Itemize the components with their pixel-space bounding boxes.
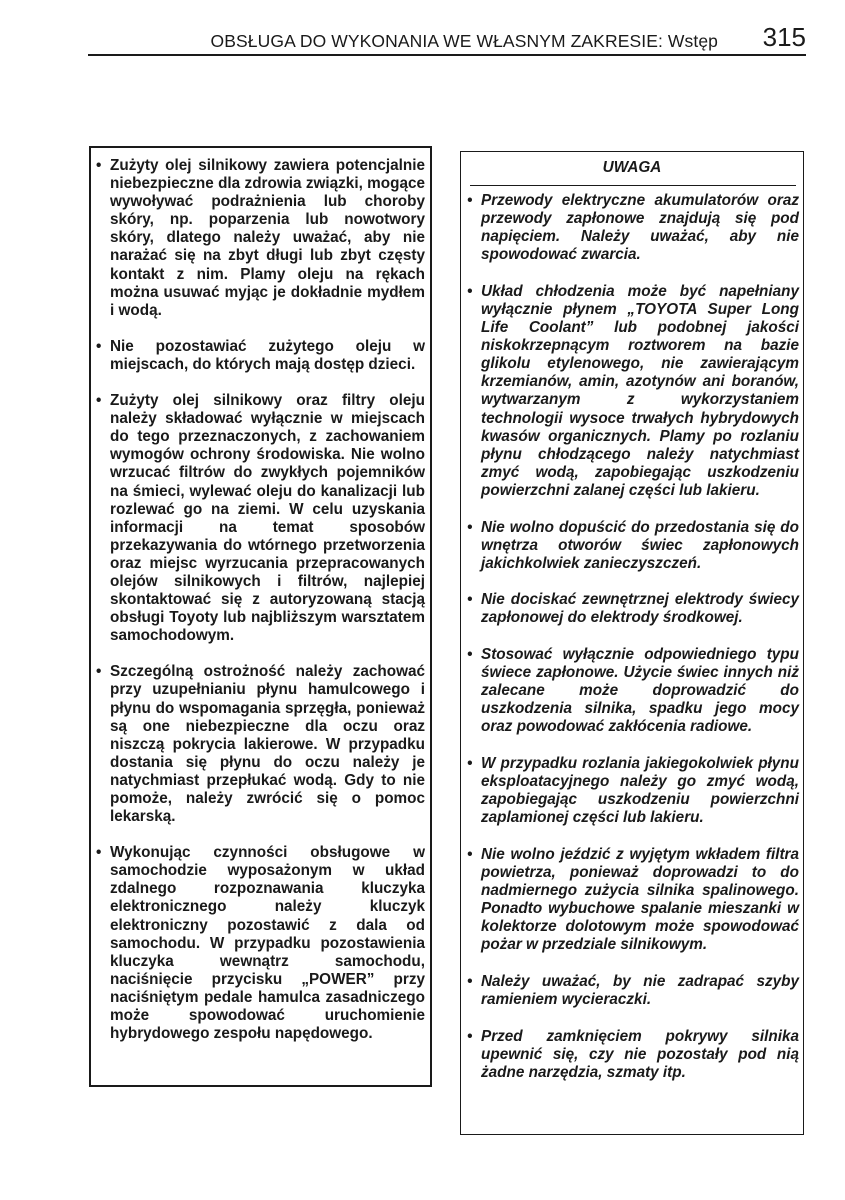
info-item — [93, 392, 425, 645]
warning-item — [464, 519, 799, 573]
info-list — [93, 157, 425, 1061]
bullet-marker: • — [467, 282, 473, 300]
warning-list — [464, 192, 799, 1100]
bullet-marker: • — [96, 844, 102, 862]
page-number: 315 — [762, 22, 806, 52]
warning-item-text: Przewody elektryczne akumulatorów oraz przewody zapłonowe znajdują się pod napięciem. Należy uważać, aby nie spowodować zwarcia. — [481, 192, 799, 264]
warning-item — [464, 192, 799, 264]
info-item-text: Szczególną ostrożność należy zachować przy uzupełnianiu płynu hamulcowego i płynu do wspomagania sprzęgła, ponieważ są one niebezpieczne dla oczu oraz niszczą pokrycia lakierowe. W przypadku dostania się płynu do oczu należy je natychmiast przepłukać wodą. Gdy to nie pomoże, należy zwrócić się o pomoc lekarską. — [110, 663, 425, 826]
warning-item — [464, 591, 799, 627]
bullet-marker: • — [467, 754, 473, 772]
warning-item-text: Układ chłodzenia może być napełniany wyłącznie płynem „TOYOTA Super Long Life Coolant” lub podobnej jakości niskokrzepnącym roztworem na bazie glikolu etylenowego, nie zawierającym krzemianów, amin, azotynów ani boranów, wytwarzanym z wykorzystaniem technologii wysoce trwałych hybrydowych kwasów organicznych. Plamy po rozlaniu płynu chłodzącego należy natychmiast zmyć wodą, zapobiegając uszkodzeniu powierzchni zalanej części lub lakieru. — [481, 282, 799, 499]
bullet-marker: • — [467, 591, 473, 609]
warning-item-text: Nie wolno jeździć z wyjętym wkładem filtra powietrza, ponieważ doprowadzi to do nadmiernego zużycia silnika spalinowego. Ponadto wybuchowe spalanie mieszanki w kolektorze dolotowym może spowodować pożar w przedziale silnikowym. — [481, 845, 799, 954]
bullet-marker: • — [96, 337, 102, 355]
warning-item — [464, 755, 799, 827]
warning-title: UWAGA — [602, 159, 662, 176]
warning-item-text: Nie wolno dopuścić do przedostania się do wnętrza otworów świec zapłonowych jakichkolwiek zanieczyszczeń. — [481, 518, 799, 572]
bullet-marker: • — [467, 518, 473, 536]
warning-item-text: Stosować wyłącznie odpowiedniego typu świece zapłonowe. Użycie świec innych niż zalecane może doprowadzić do uszkodzenia silnika, spadku jego mocy oraz powodować zakłócenia radiowe. — [481, 645, 799, 736]
bullet-marker: • — [96, 663, 102, 681]
warning-item-text: Przed zamknięciem pokrywy silnika upewnić się, czy nie pozostały pod nią żadne narzędzia, szmaty itp. — [481, 1027, 799, 1081]
info-item — [93, 663, 425, 826]
bullet-marker: • — [467, 972, 473, 990]
warning-item — [464, 646, 799, 736]
header-title: OBSŁUGA DO WYKONANIA WE WŁASNYM ZAKRESIE: Wstęp — [210, 31, 718, 51]
bullet-marker: • — [467, 192, 473, 209]
warning-item — [464, 283, 799, 500]
warning-item-text: W przypadku rozlania jakiegokolwiek płynu eksploatacyjnego należy go zmyć wodą, zapobiegając uszkodzeniu powierzchni zaplamionej części lub lakieru. — [481, 754, 799, 827]
warning-item-text: Należy uważać, by nie zadrapać szyby ramieniem wycieraczki. — [481, 972, 799, 1008]
warning-item — [464, 973, 799, 1009]
warning-title-rule — [470, 185, 796, 186]
bullet-marker: • — [467, 1027, 473, 1045]
warning-item — [464, 846, 799, 955]
bullet-marker: • — [96, 392, 102, 410]
warning-item — [464, 1028, 799, 1082]
bullet-marker: • — [467, 845, 473, 863]
info-item — [93, 844, 425, 1043]
warning-item-text: Nie dociskać zewnętrznej elektrody świecy zapłonowej do elektrody środkowej. — [481, 591, 799, 627]
info-item-text: Nie pozostawiać zużytego oleju w miejscach, do których mają dostęp dzieci. — [110, 337, 425, 373]
bullet-marker: • — [467, 645, 473, 663]
info-item-text: Zużyty olej silnikowy zawiera potencjalnie niebezpieczne dla zdrowia związki, mogące wywoływać podrażnienia lub choroby skóry, np. poparzenia lub nowotwory skóry, dlatego należy uważać, aby nie narażać się na zbyt długi lub zbyt częsty kontakt z nim. Plamy oleju na rękach można usuwać myjąc je dokładnie mydłem i wodą. — [110, 157, 425, 319]
info-item — [93, 338, 425, 374]
bullet-marker: • — [96, 157, 102, 174]
info-item-text: Zużyty olej silnikowy oraz filtry oleju należy składować wyłącznie w miejscach do tego przeznaczonych, z zachowaniem wymogów ochrony środowiska. Nie wolno wrzucać filtrów do zwykłych pojemników na śmieci, wylewać oleju do kanalizacji lub rozlewać go na ziemi. W celu uzyskania informacji na temat sposobów przekazywania do wtórnego przetworzenia oraz miejsc wyrzucania przepracowanych olejów silnikowych i filtrów, najlepiej skontaktować się z autoryzowaną stacją obsługi Toyoty lub najbliższym warsztatem samochodowym. — [110, 392, 425, 645]
page-header — [88, 24, 806, 56]
info-item — [93, 157, 425, 320]
info-item-text: Wykonując czynności obsługowe w samochodzie wyposażonym w układ zdalnego rozpoznawania kluczyka elektronicznego należy kluczyk elektroniczny pozostawić z dala od samochodu. W przypadku pozostawienia kluczyka wewnątrz samochodu, naciśnięcie przycisku „POWER” przy naciśniętym pedale hamulca zasadniczego może spowodować uruchomienie hybrydowego zespołu napędowego. — [110, 844, 425, 1043]
